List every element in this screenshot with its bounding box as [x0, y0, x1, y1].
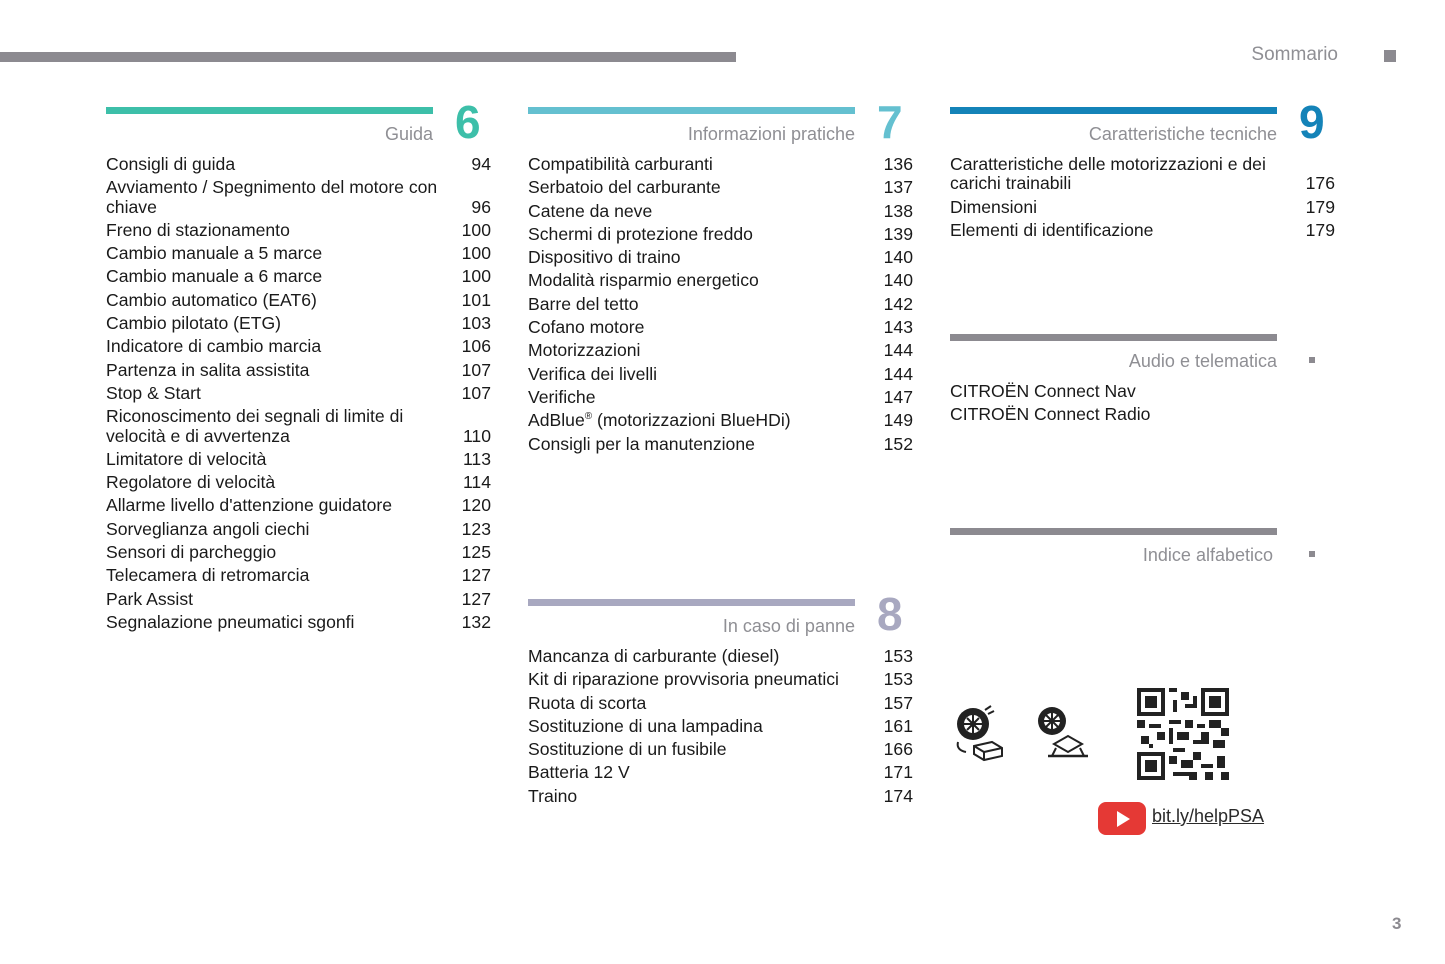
section-title: In caso di panne	[722, 616, 855, 636]
toc-entry-title: Segnalazione pneumatici sgonfi	[106, 611, 355, 632]
toc-entry-page: 107	[461, 359, 491, 380]
toc-entry[interactable]	[106, 384, 491, 407]
toc-entry[interactable]	[950, 155, 1335, 198]
toc-list	[950, 382, 1335, 429]
toc-entry-page: 147	[883, 386, 913, 407]
toc-entry-page: 96	[471, 196, 491, 217]
toc-entry[interactable]	[950, 382, 1335, 405]
toc-entry-title: Consigli per la manutenzione	[528, 433, 755, 454]
toc-entry-title: Allarme livello d'attenzione guidatore	[106, 495, 393, 516]
toc-entry[interactable]	[106, 291, 491, 314]
toc-entry-page: 157	[883, 692, 913, 713]
toc-entry-page: 139	[883, 223, 913, 244]
toc-entry-title: Sensori di parcheggio	[106, 542, 277, 563]
toc-entry-title: Freno di stazionamento	[106, 219, 290, 240]
toc-entry-page: 103	[461, 313, 491, 334]
toc-entry-title: Caratteristiche delle motorizzazioni e dei carichi trainabili	[950, 154, 1266, 194]
toc-entry[interactable]	[106, 450, 491, 473]
toc-entry[interactable]	[528, 787, 913, 810]
toc-entry-page: 166	[883, 739, 913, 760]
toc-entry[interactable]	[106, 221, 491, 244]
toc-entry-title: Sorveglianza angoli ciechi	[106, 518, 310, 539]
toc-entry-title: Partenza in salita assistita	[106, 359, 310, 380]
toc-entry[interactable]	[528, 717, 913, 740]
toc-entry-title: Modalità risparmio energetico	[528, 270, 759, 291]
toc-entry-page: 127	[461, 588, 491, 609]
toc-entry[interactable]	[528, 248, 913, 271]
toc-entry[interactable]	[528, 178, 913, 201]
toc-entry-title: Cofano motore	[528, 317, 645, 338]
section-title: Audio e telematica	[1128, 351, 1277, 371]
toc-entry-title: Traino	[528, 785, 578, 806]
toc-entry-title: Consigli di guida	[106, 154, 236, 174]
header-bar	[0, 52, 736, 62]
toc-entry-title: Serbatoio del carburante	[528, 177, 721, 198]
toc-entry-title: Cambio manuale a 6 marce	[106, 266, 323, 287]
section-title: Informazioni pratiche	[687, 124, 855, 144]
toc-entry-title: Schermi di protezione freddo	[528, 223, 753, 244]
toc-list	[950, 155, 1335, 244]
toc-entry-title: CITROËN Connect Radio	[950, 404, 1151, 425]
toc-entry[interactable]	[106, 267, 491, 290]
toc-entry[interactable]	[528, 225, 913, 248]
toc-entry[interactable]	[528, 740, 913, 763]
toc-entry-title: Compatibilità carburanti	[528, 154, 713, 174]
toc-entry-page: 138	[883, 200, 913, 221]
toc-entry-page: 179	[1305, 196, 1335, 217]
toc-entry-title: Dimensioni	[950, 196, 1038, 217]
tyre-repair-kit-icon	[952, 704, 1006, 764]
toc-entry-title: Sostituzione di una lampadina	[528, 715, 763, 736]
toc-entry-page: 110	[462, 425, 491, 446]
toc-entry-page: 100	[461, 243, 491, 264]
toc-entry-title: Riconoscimento dei segnali di limite di velocità e di avvertenza	[106, 406, 404, 446]
toc-entry-title: Telecamera di retromarcia	[106, 565, 310, 586]
section-title: Caratteristiche tecniche	[1088, 124, 1277, 144]
toc-entry-title: CITROËN Connect Nav	[950, 381, 1136, 401]
qr-code	[1137, 688, 1229, 780]
toc-entry[interactable]	[950, 198, 1335, 221]
toc-entry-page: 125	[461, 542, 491, 563]
section-marker	[1309, 357, 1315, 363]
toc-entry[interactable]	[528, 388, 913, 411]
section-bar	[528, 599, 855, 606]
toc-entry[interactable]	[106, 337, 491, 360]
section-bar	[528, 107, 855, 114]
youtube-icon	[1098, 802, 1146, 835]
toc-entry-page: 142	[883, 293, 913, 314]
toc-entry-page: 120	[461, 495, 491, 516]
toc-entry[interactable]	[950, 405, 1335, 428]
toc-entry-title: Elementi di identificazione	[950, 219, 1154, 240]
toc-list	[106, 155, 491, 636]
toc-entry-title: Sostituzione di un fusibile	[528, 739, 727, 760]
page-number: 3	[1392, 914, 1402, 933]
help-link[interactable]: bit.ly/helpPSA	[1152, 806, 1265, 826]
toc-entry[interactable]	[528, 763, 913, 786]
toc-entry-page: 132	[461, 611, 491, 632]
toc-entry[interactable]	[106, 496, 491, 519]
toc-entry-title: Limitatore di velocità	[106, 448, 267, 469]
toc-entry-page: 140	[883, 270, 913, 291]
toc-entry[interactable]	[106, 155, 491, 178]
section-number: 7	[877, 96, 903, 148]
section-bar	[950, 107, 1277, 114]
toc-entry-page: 179	[1305, 219, 1335, 240]
toc-entry-title: Motorizzazioni	[528, 340, 641, 361]
toc-entry[interactable]	[528, 670, 913, 693]
toc-entry-title: Kit di riparazione provvisoria pneumatici	[528, 669, 839, 690]
toc-entry-title: Batteria 12 V	[528, 762, 630, 783]
toc-entry-page: 136	[883, 154, 913, 174]
toc-entry-page: 153	[883, 669, 913, 690]
toc-entry-title: Cambio manuale a 5 marce	[106, 243, 323, 264]
section-title: Indice alfabetico	[1142, 545, 1273, 565]
toc-entry-page: 101	[461, 289, 491, 310]
toc-entry-title: Cambio pilotato (ETG)	[106, 313, 282, 334]
toc-entry-page: 149	[883, 410, 913, 431]
toc-entry[interactable]	[528, 647, 913, 670]
section-title: Guida	[384, 124, 433, 144]
toc-entry[interactable]	[950, 221, 1335, 244]
header-marker	[1384, 50, 1396, 62]
toc-entry-title: Verifiche	[528, 386, 596, 407]
toc-entry[interactable]	[106, 473, 491, 496]
toc-entry-page: 137	[883, 177, 913, 198]
toc-entry-page: 171	[883, 762, 913, 783]
toc-entry-page: 94	[471, 154, 491, 174]
toc-entry-page: 161	[883, 715, 913, 736]
toc-entry[interactable]	[528, 155, 913, 178]
toc-entry-page: 153	[883, 646, 913, 666]
toc-entry[interactable]	[528, 435, 913, 458]
toc-entry[interactable]	[528, 271, 913, 294]
toc-entry-page: 100	[461, 219, 491, 240]
toc-entry-page: 107	[461, 382, 491, 403]
toc-list	[528, 647, 913, 810]
toc-entry[interactable]	[528, 365, 913, 388]
toc-entry-page: 144	[883, 363, 913, 384]
section-number: 6	[455, 96, 481, 148]
toc-entry-page: 176	[1305, 173, 1335, 194]
toc-entry-page: 123	[461, 518, 491, 539]
section-bar	[106, 107, 433, 114]
toc-entry-page: 143	[883, 317, 913, 338]
toc-entry[interactable]	[528, 202, 913, 225]
toc-entry-page: 152	[883, 433, 913, 454]
toc-entry-title: Avviamento / Spegnimento del motore con chiave	[106, 177, 438, 217]
toc-entry-page: 174	[883, 785, 913, 806]
toc-entry-title: AdBlue® (motorizzazioni BlueHDi)	[528, 410, 791, 431]
spare-wheel-jack-icon	[1034, 704, 1090, 764]
section-number: 8	[877, 588, 903, 640]
toc-list	[528, 155, 913, 458]
toc-entry[interactable]	[106, 314, 491, 337]
section-number: 9	[1299, 96, 1325, 148]
toc-entry-title: Indicatore di cambio marcia	[106, 336, 322, 357]
section-marker	[1309, 551, 1315, 557]
toc-entry-page: 100	[461, 266, 491, 287]
toc-entry[interactable]	[106, 244, 491, 267]
toc-entry-title: Park Assist	[106, 588, 194, 609]
toc-entry-page: 144	[883, 340, 913, 361]
page-title: Sommario	[1251, 44, 1338, 65]
toc-entry[interactable]	[528, 411, 913, 434]
toc-entry-title: Cambio automatico (EAT6)	[106, 289, 317, 310]
toc-entry[interactable]	[106, 566, 491, 589]
toc-entry-page: 127	[461, 565, 491, 586]
toc-entry-title: Catene da neve	[528, 200, 653, 221]
toc-entry-title: Stop & Start	[106, 382, 201, 403]
toc-entry-title: Verifica dei livelli	[528, 363, 658, 384]
toc-entry-page: 113	[462, 448, 491, 469]
toc-entry-title: Regolatore di velocità	[106, 472, 276, 493]
toc-entry-page: 140	[883, 247, 913, 268]
toc-entry[interactable]	[528, 318, 913, 341]
section-bar	[950, 334, 1277, 341]
toc-entry[interactable]	[106, 520, 491, 543]
toc-entry[interactable]	[106, 178, 491, 221]
toc-entry-title: Ruota di scorta	[528, 692, 647, 713]
toc-entry-page: 106	[461, 336, 491, 357]
toc-entry-title: Mancanza di carburante (diesel)	[528, 646, 780, 666]
toc-entry[interactable]	[106, 407, 491, 450]
toc-entry[interactable]	[106, 590, 491, 613]
toc-entry-title: Dispositivo di traino	[528, 247, 681, 268]
section-bar	[950, 528, 1277, 535]
toc-entry-page: 114	[462, 472, 491, 493]
toc-entry[interactable]	[528, 694, 913, 717]
toc-entry-title: Barre del tetto	[528, 293, 639, 314]
toc-entry[interactable]	[106, 361, 491, 384]
toc-entry[interactable]	[528, 295, 913, 318]
toc-entry[interactable]	[106, 613, 491, 636]
toc-entry[interactable]	[528, 341, 913, 364]
toc-entry[interactable]	[106, 543, 491, 566]
